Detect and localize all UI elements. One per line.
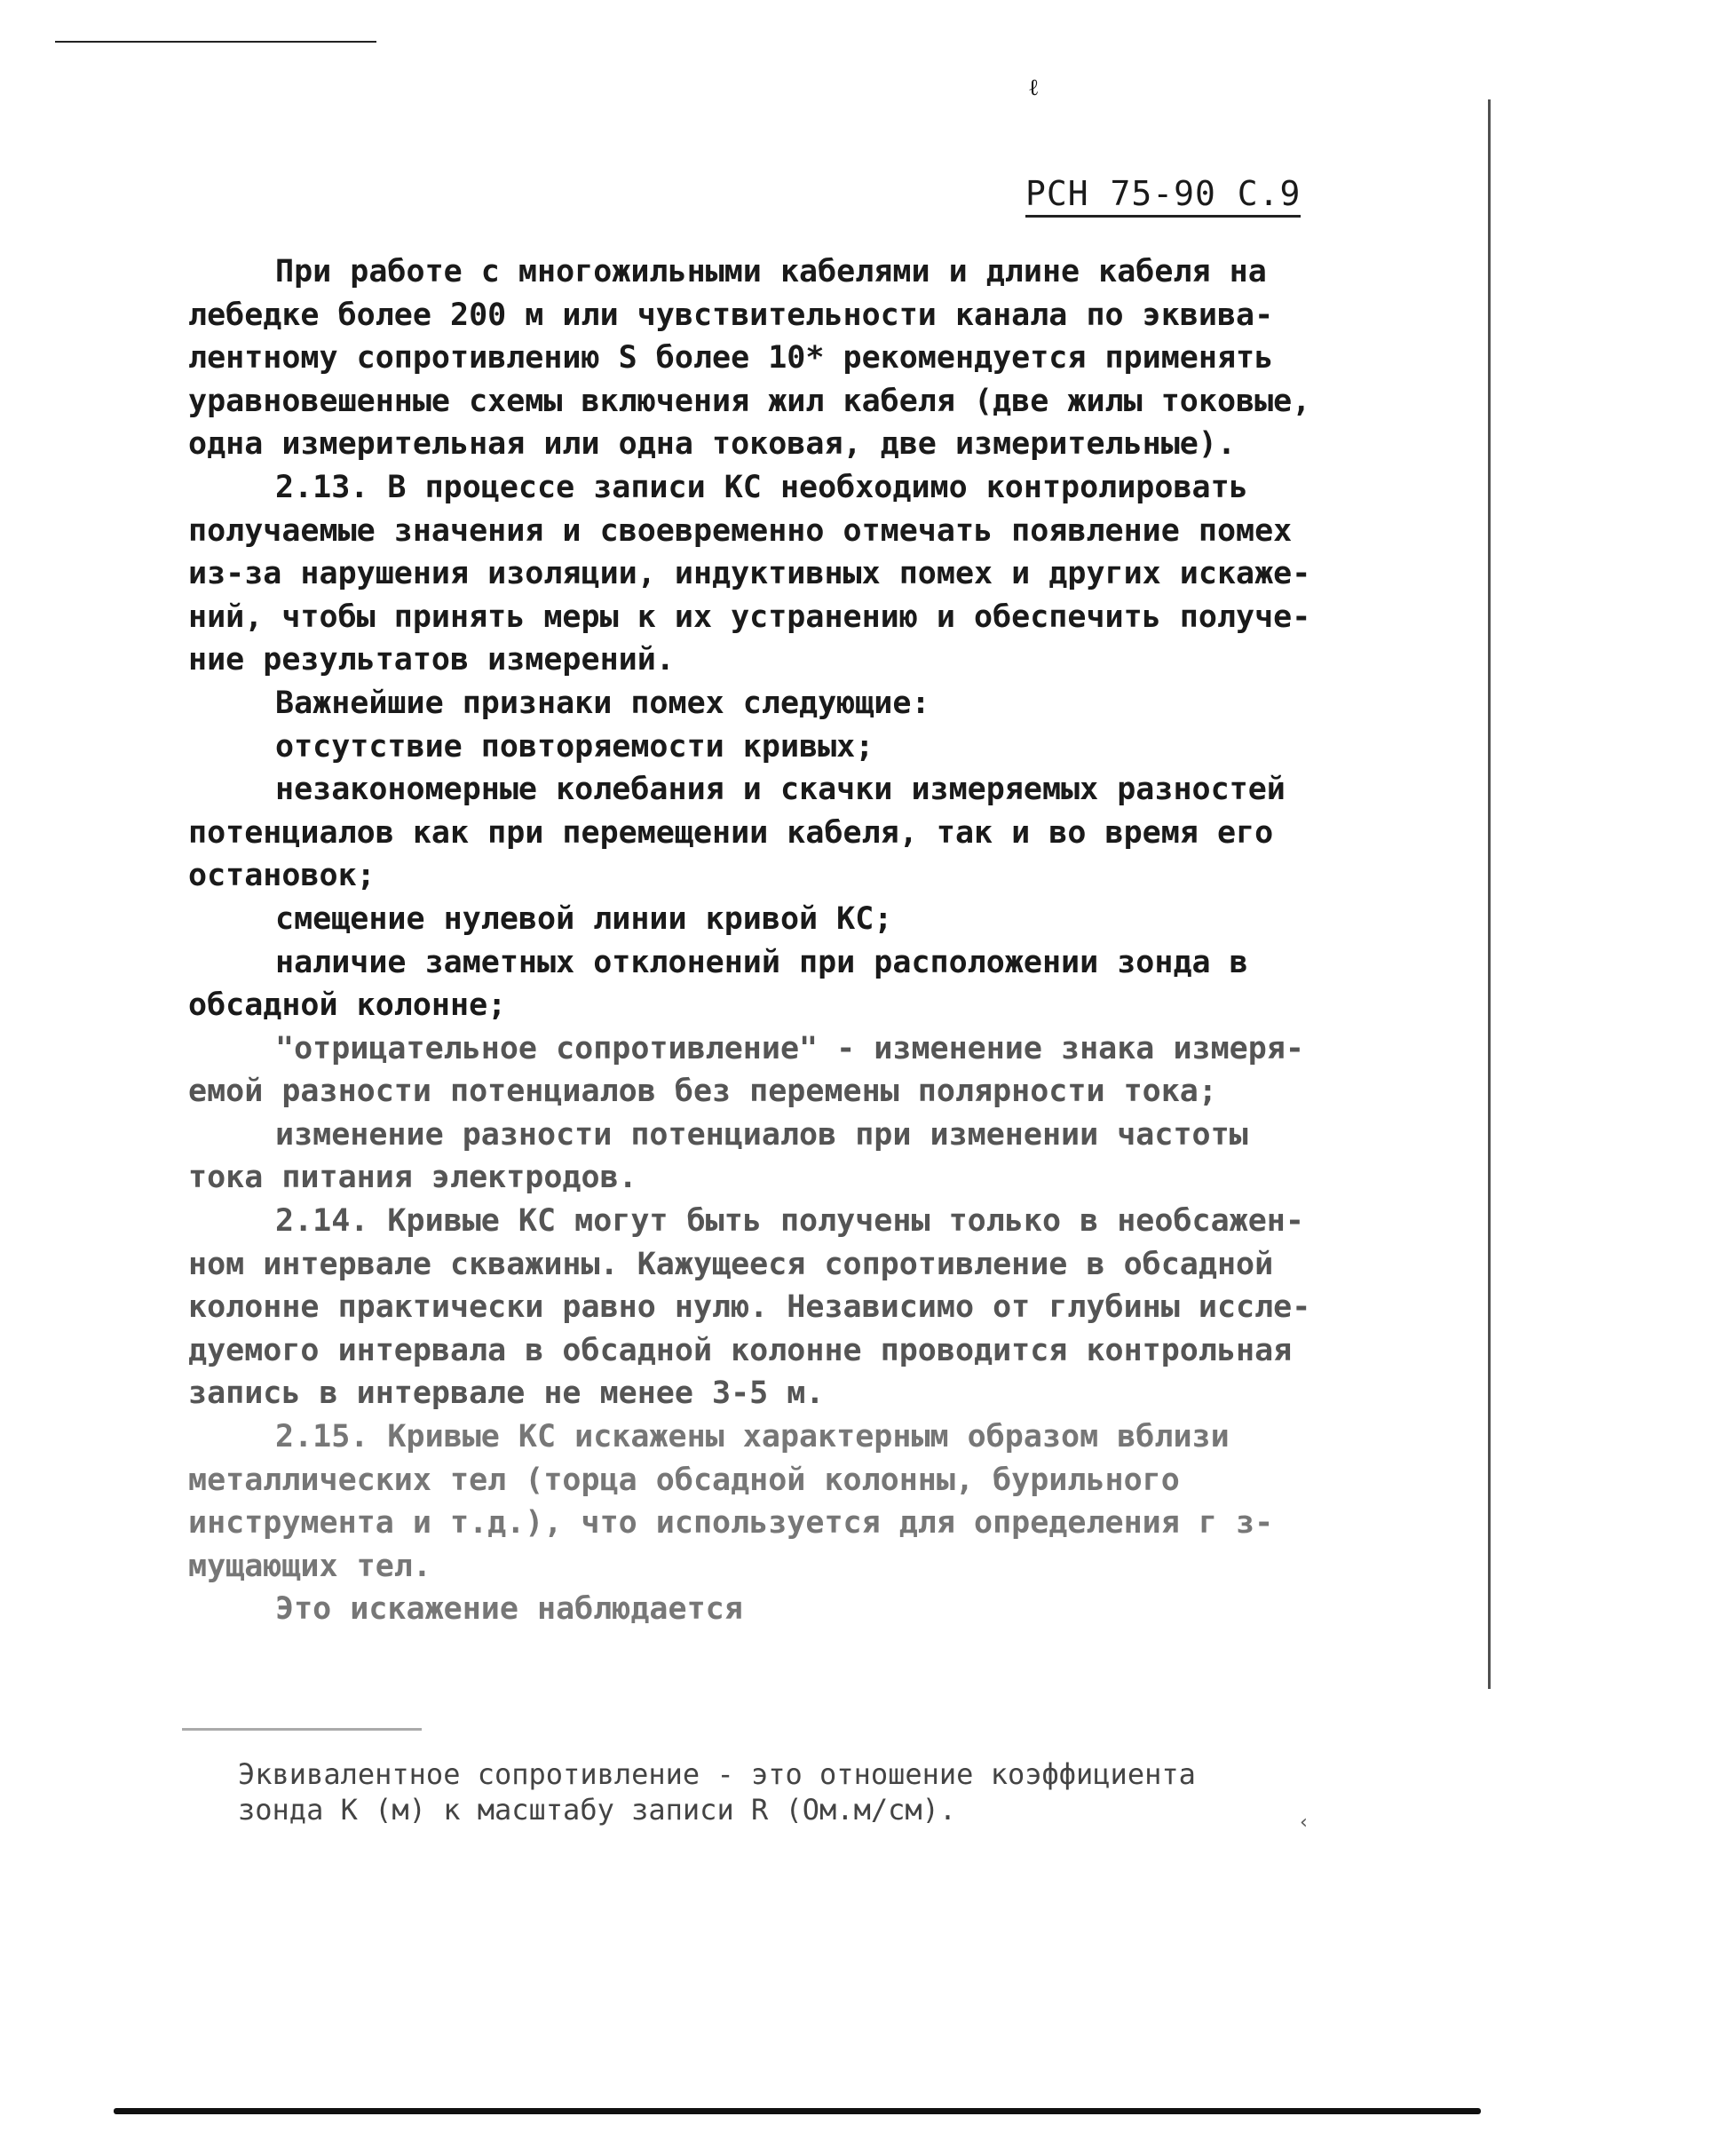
footnote-line: зонда К (м) к масштабу записи R (Ом.м/см).	[238, 1793, 957, 1827]
text-line: потенциалов как при перемещении кабеля, так и во время его	[188, 814, 1274, 851]
scan-mark: ‹	[1298, 1811, 1310, 1834]
section-2-13-start: 2.13. В процессе записи КС необходимо контролировать	[275, 469, 1248, 505]
text-line: металлических тел (торца обсадной колонны, бурильного	[188, 1462, 1180, 1498]
text-line: ние результатов измерений.	[188, 642, 675, 678]
interference-signs-heading: Важнейшие признаки помех следующие:	[275, 685, 930, 721]
text-line: ний, чтобы принять меры к их устранению и обеспечить получе-	[188, 598, 1311, 635]
text-line: лебедке более 200 м или чувствительности канала по эквива-	[188, 297, 1274, 333]
text-line: емой разности потенциалов без перемены полярности тока;	[188, 1074, 1217, 1110]
footnote	[238, 1756, 1241, 1827]
text-line: одна измерительная или одна токовая, две измерительные).	[188, 426, 1237, 463]
text-line: Это искажение наблюдается	[275, 1591, 743, 1628]
text-line: дуемого интервала в обсадной колонне проводится контрольная	[188, 1332, 1293, 1368]
body-text	[188, 250, 1311, 1631]
text-line: остановок;	[188, 858, 376, 894]
text-line: наличие заметных отклонений при расположении зонда в	[275, 944, 1248, 980]
footnote-separator	[182, 1728, 422, 1731]
text-line: незакономерные колебания и скачки измеряемых разностей	[275, 772, 1286, 808]
text-line: отсутствие повторяемости кривых;	[275, 728, 874, 765]
document-code: РСН 75-90 С.9	[1025, 174, 1301, 218]
text-line: уравновешенные схемы включения жил кабеля (две жилы токовые,	[188, 383, 1311, 419]
text-line: получаемые значения и своевременно отмечать появление помех	[188, 512, 1293, 549]
text-line: лентному сопротивлению S более 10* рекомендуется применять	[188, 340, 1274, 377]
section-2-15-start: 2.15. Кривые КС искажены характерным образом вблизи	[275, 1419, 1230, 1455]
footnote-line: Эквивалентное сопротивление - это отношение коэффициента	[238, 1757, 1196, 1791]
text-line: из-за нарушения изоляции, индуктивных помех и других искаже-	[188, 556, 1311, 592]
text-line: обсадной колонне;	[188, 987, 507, 1024]
text-line: "отрицательное сопротивление" - изменение знака измеря-	[275, 1030, 1304, 1066]
text-line: При работе с многожильными кабелями и длине кабеля на	[275, 254, 1267, 289]
text-line: мущающих тел.	[188, 1548, 431, 1584]
text-line: ном интервале скважины. Кажущееся сопротивление в обсадной	[188, 1246, 1274, 1282]
text-line: колонне практически равно нулю. Независимо от глубины иссле-	[188, 1289, 1311, 1326]
section-2-14-start: 2.14. Кривые КС могут быть получены только в необсажен-	[275, 1203, 1304, 1240]
page-mark: ℓ	[1028, 75, 1040, 101]
text-line: тока питания электродов.	[188, 1160, 637, 1196]
bottom-rule	[114, 2108, 1481, 2114]
text-line: инструмента и т.д.), что используется для определения г з-	[188, 1505, 1274, 1542]
text-line: смещение нулевой линии кривой КС;	[275, 900, 893, 937]
text-line: изменение разности потенциалов при изменении частоты	[275, 1116, 1248, 1153]
top-left-rule	[55, 41, 376, 43]
right-margin-line	[1488, 99, 1491, 1689]
text-line: запись в интервале не менее 3-5 м.	[188, 1375, 825, 1412]
